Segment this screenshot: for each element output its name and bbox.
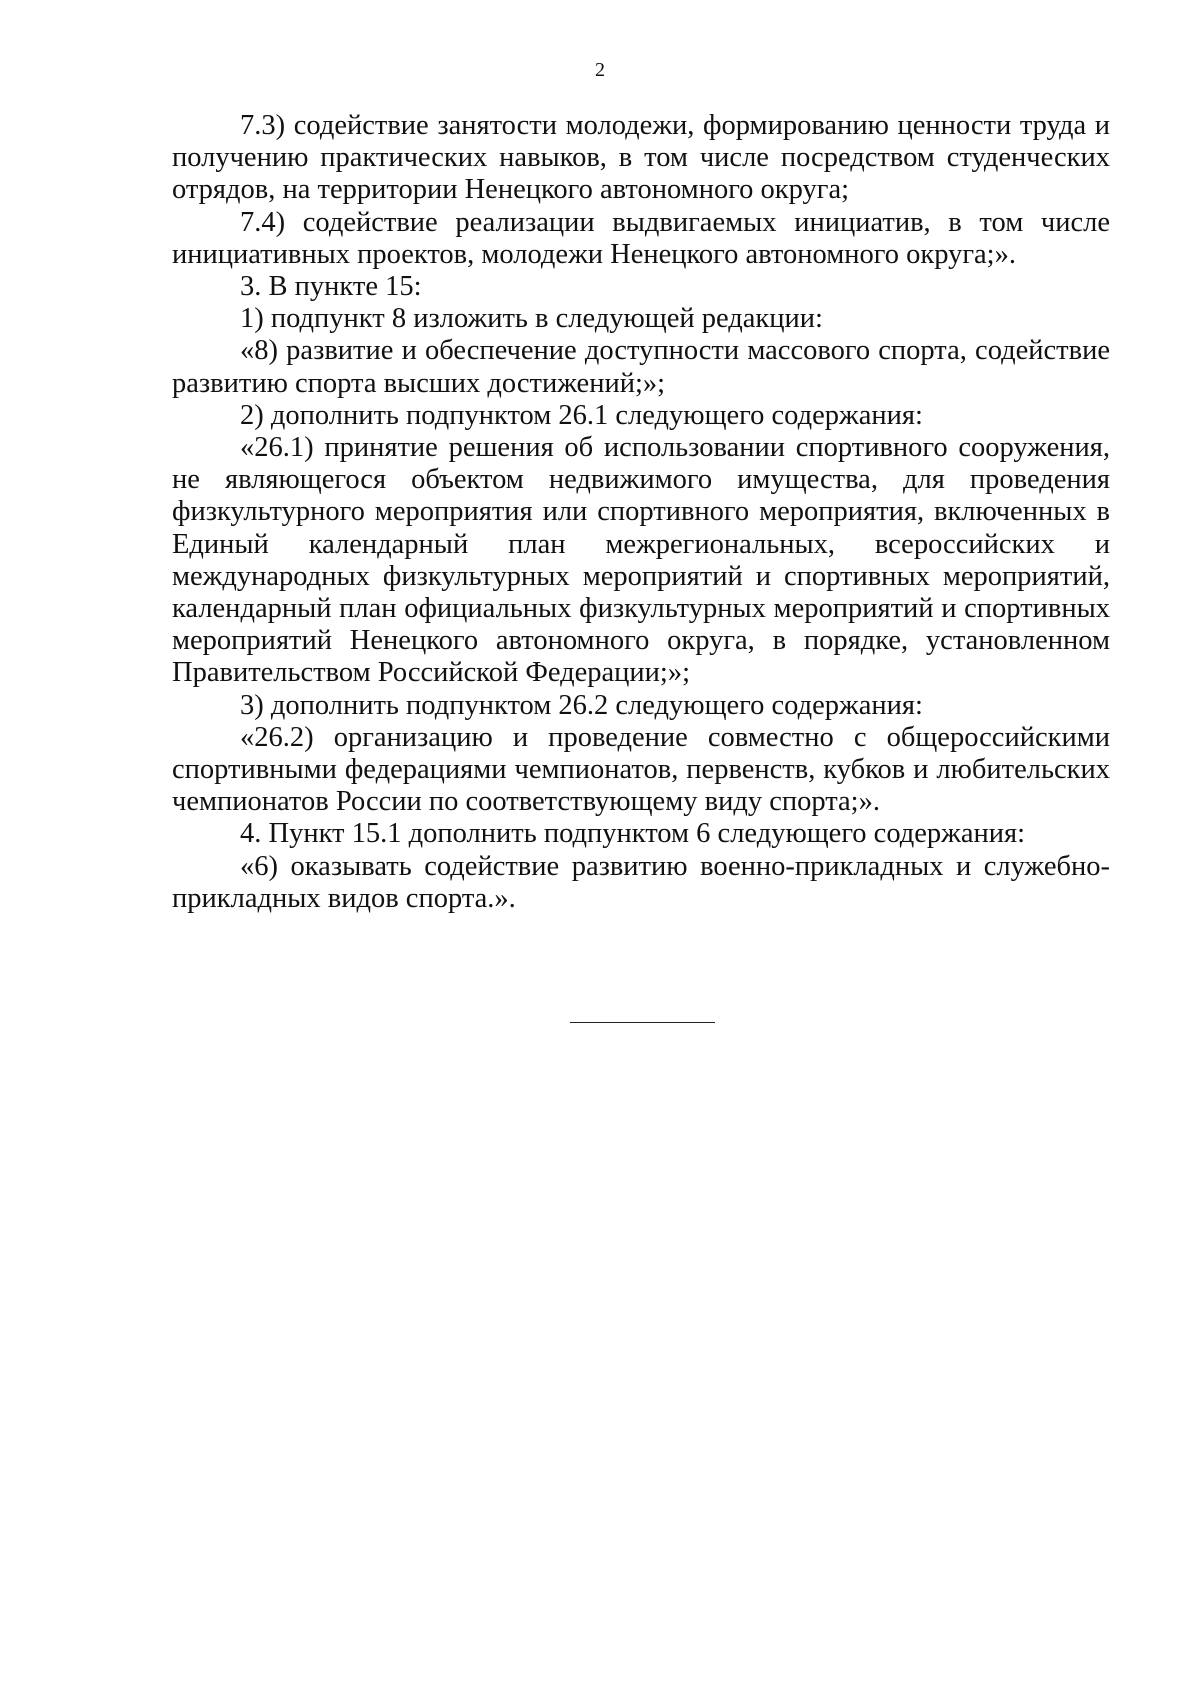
paragraph-7-4: 7.4) содействие реализации выдвигаемых инициатив, в том числе инициативных проектов, молодежи Ненецкого автономного округа;».: [172, 206, 1110, 270]
paragraph-subitem-1: 1) подпункт 8 изложить в следующей редакции:: [240, 303, 823, 335]
paragraph-quote-26-2: «26.2) организацию и проведение совместно с общероссийскими спортивными федерациями чемпионатов, первенств, кубков и любительских чемпионатов России по соответствующему виду спорта;».: [172, 721, 1110, 818]
paragraph-quote-8: «8) развитие и обеспечение доступности массового спорта, содействие развитию спорта высших достижений;»;: [172, 335, 1110, 399]
paragraph-7-3: 7.3) содействие занятости молодежи, формированию ценности труда и получению практических навыков, в том числе посредством студенческих отрядов, на территории Ненецкого автономного округа;: [172, 110, 1110, 206]
paragraph-quote-26-1: «26.1) принятие решения об использовании спортивного сооружения, не являющегося объектом недвижимого имущества, для проведения физкультурного мероприятия или спортивного мероприятия, включенных в Единый календарный план межрегиональных, всероссийских и международных физкультурных мероприятий и спортивных мероприятий, календарный план официальных физкультурных мероприятий и спортивных мероприятий Ненецкого автономного округа, в порядке, установленном Правительством Российской Федерации;»;: [172, 432, 1110, 689]
paragraph-item-4: 4. Пункт 15.1 дополнить подпунктом 6 следующего содержания:: [240, 818, 1026, 850]
document-body: [172, 110, 1110, 915]
page-number: 2: [595, 59, 605, 81]
end-divider: [570, 1022, 715, 1023]
paragraph-item-3: 3. В пункте 15:: [240, 271, 422, 303]
paragraph-subitem-3: 3) дополнить подпунктом 26.2 следующего содержания:: [240, 689, 923, 721]
paragraph-quote-6: «6) оказывать содействие развитию военно-прикладных и служебно-прикладных видов спорта.».: [172, 850, 1110, 914]
paragraph-subitem-2: 2) дополнить подпунктом 26.1 следующего содержания:: [240, 399, 923, 431]
